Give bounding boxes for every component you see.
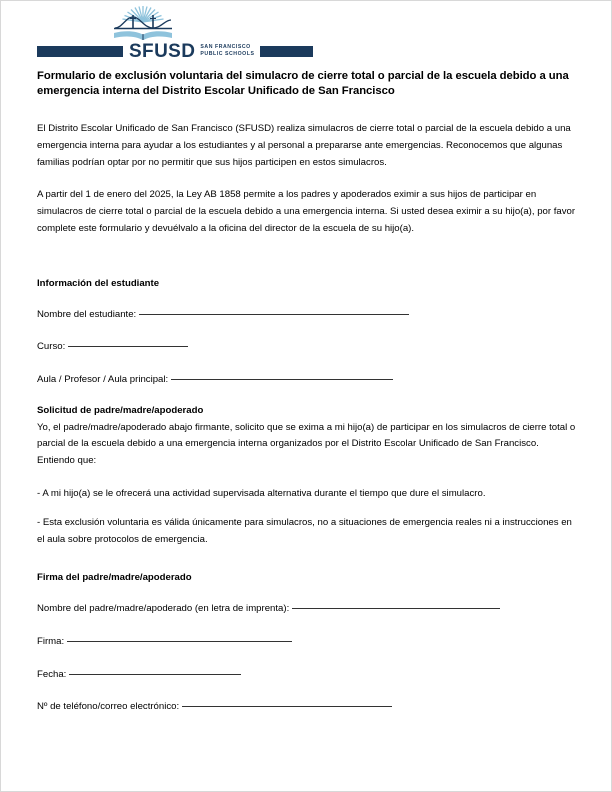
phone-email-input[interactable] bbox=[182, 706, 392, 707]
date-input[interactable] bbox=[69, 674, 241, 675]
document-title: Formulario de exclusión voluntaria del simulacro de cierre total o parcial de la escuela debido a una emergencia interna del Distrito Escolar Unificado de San Francisco bbox=[37, 70, 569, 98]
spacer bbox=[37, 651, 577, 667]
request-bullet-2: - Esta exclusión voluntaria es válida únicamente para simulacros, no a situaciones de emergencia reales ni a instrucciones en el aula sobre protocolos de emergencia. bbox=[37, 516, 572, 545]
field-parent-name bbox=[37, 601, 577, 618]
sfusd-logo bbox=[37, 5, 313, 63]
wordmark-bar-left bbox=[37, 46, 123, 57]
field-grade bbox=[37, 339, 577, 356]
field-label: Nº de teléfono/correo electrónico: bbox=[37, 701, 180, 713]
student-section-heading: Información del estudiante bbox=[37, 277, 160, 289]
spacer bbox=[37, 683, 577, 699]
field-phone-email bbox=[37, 699, 577, 716]
signature-section-heading: Firma del padre/madre/apoderado bbox=[37, 572, 192, 584]
sfusd-wordmark: SFUSD bbox=[128, 40, 196, 62]
spacer bbox=[37, 618, 577, 634]
sfusd-wordmark-row bbox=[37, 41, 313, 61]
request-body-text: Yo, el padre/madre/apoderado abajo firmante, solicito que se exima a mi hijo(a) de participar en los simulacros de cierre total o parcial de la escuela debido a una emergencia interna organizados por el Distrito Escolar Unificado de San Francisco. Entiendo que: bbox=[37, 421, 576, 467]
intro-paragraph-1: El Distrito Escolar Unificado de San Francisco (SFUSD) realiza simulacros de cierre total o parcial de la escuela debido a una emergencia interna para ayudar a los estudiantes y al personal a prepararse ante emergencias. Reconocemos que algunas familias podrían optar por no permitir que sus hijos participen en estos simulacros. bbox=[37, 123, 571, 168]
field-date bbox=[37, 667, 577, 684]
sfusd-bridge-book-icon bbox=[111, 5, 175, 41]
intro-paragraph-2: A partir del 1 de enero del 2025, la Ley AB 1858 permite a los padres y apoderados eximir a sus hijos de participar en simulacros de cierre total o parcial de la escuela debido a una emergencia interna. Si usted desea eximir a su hijo(a), por favor complete este formulario y devuélvalo a la oficina del director de la escuela de su hijo(a). bbox=[37, 189, 576, 234]
spacer bbox=[37, 548, 577, 570]
spacer bbox=[37, 470, 577, 486]
spacer bbox=[37, 356, 577, 372]
field-label: Fecha: bbox=[37, 668, 67, 680]
spacer bbox=[37, 293, 577, 307]
request-section-heading: Solicitud de padre/madre/apoderado bbox=[37, 404, 204, 416]
classroom-teacher-input[interactable] bbox=[171, 379, 393, 380]
field-label: Aula / Profesor / Aula principal: bbox=[37, 374, 169, 386]
spacer bbox=[37, 389, 577, 403]
document-body bbox=[37, 69, 577, 716]
parent-name-input[interactable] bbox=[292, 608, 500, 609]
field-student-name bbox=[37, 307, 577, 324]
tagline-line-2: PUBLIC SCHOOLS bbox=[200, 51, 255, 57]
field-label: Curso: bbox=[37, 341, 66, 353]
sfusd-tagline bbox=[200, 44, 259, 59]
field-signature bbox=[37, 634, 577, 651]
document-header bbox=[1, 1, 611, 67]
signature-input[interactable] bbox=[67, 641, 292, 642]
field-label: Nombre del estudiante: bbox=[37, 308, 137, 320]
student-name-input[interactable] bbox=[139, 314, 409, 315]
field-label: Firma: bbox=[37, 635, 65, 647]
field-classroom-teacher bbox=[37, 372, 577, 389]
spacer bbox=[37, 254, 577, 276]
field-label: Nombre del padre/madre/apoderado (en letra de imprenta): bbox=[37, 603, 290, 615]
tagline-line-1: SAN FRANCISCO bbox=[200, 43, 251, 50]
spacer bbox=[37, 587, 577, 601]
spacer bbox=[37, 323, 577, 339]
wordmark-bar-right bbox=[260, 46, 314, 57]
grade-input[interactable] bbox=[68, 346, 188, 347]
request-bullet-1: - A mi hijo(a) se le ofrecerá una actividad supervisada alternativa durante el tiempo que dure el simulacro. bbox=[37, 487, 486, 499]
spacer bbox=[37, 503, 577, 515]
